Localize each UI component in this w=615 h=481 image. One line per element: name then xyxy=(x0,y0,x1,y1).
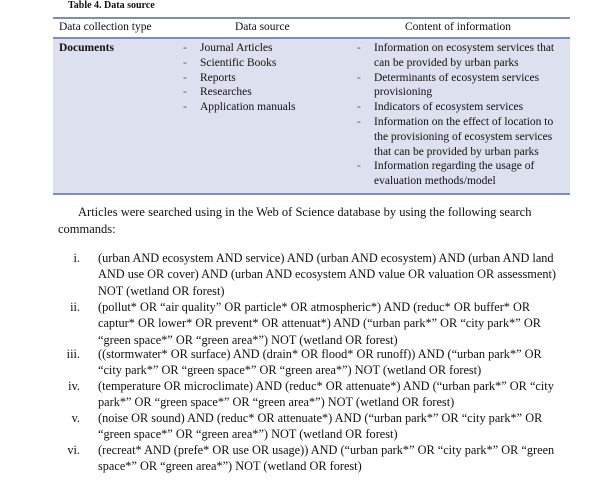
command-line: (recreat* AND (prefe* OR use OR usage)) AND (“urban park*” OR “city park*” OR “green xyxy=(98,443,555,457)
command-line: “green space*” OR “green area*”) NOT (wetland OR forest) xyxy=(98,332,398,347)
content-line: Determinants of ecosystem services xyxy=(374,71,540,84)
source-label: Researches xyxy=(200,86,252,99)
data-source-table xyxy=(53,17,570,196)
command-number: v. xyxy=(71,411,80,425)
command-number: iv. xyxy=(68,379,80,393)
command-line: (noise OR sound) AND (reduc* OR attenuate*) AND (“urban park*” OR “city park*” OR xyxy=(98,411,543,425)
header-type: Data collection type xyxy=(59,21,152,33)
header-source: Data source xyxy=(235,21,290,33)
content-line: Information on the effect of location to xyxy=(374,115,554,128)
command-number: iii. xyxy=(66,347,80,361)
content-item xyxy=(357,71,567,101)
command-line: ((stormwater* OR surface) AND (drain* OR flood* OR runoff)) AND (“urban park*” OR xyxy=(98,347,542,361)
command-line: (pollut* OR “air quality” OR particle* OR atmospheric*) AND (reduc* OR buffer* OR xyxy=(98,300,531,314)
source-item xyxy=(183,100,343,115)
command-line: (urban AND ecosystem AND service) AND (urban AND ecosystem) AND (urban AND land xyxy=(98,251,554,265)
paragraph-line-2: commands: xyxy=(58,222,116,236)
command-line: (temperature OR microclimate) AND (reduc* OR attenuate*) AND (“urban park*” OR “city xyxy=(98,379,554,393)
dash-bullet: - xyxy=(183,71,187,84)
command-line: “green space*” OR “green area*”) NOT (wetland OR forest) xyxy=(98,427,398,442)
source-item xyxy=(183,85,343,100)
content-item xyxy=(357,41,567,71)
command-line: NOT (wetland OR forest) xyxy=(98,283,225,298)
command-number: i. xyxy=(73,251,80,265)
command-number: vi. xyxy=(67,443,80,457)
command-line: captur* OR lower* OR prevent* OR attenuat*) AND (“urban park*” OR “city park*” OR xyxy=(98,316,541,331)
command-number: ii. xyxy=(70,300,80,314)
command-line: “city park*” OR “green space*” OR “green area*”) NOT (wetland OR forest) xyxy=(98,363,482,378)
content-line: can be provided by urban parks xyxy=(374,56,519,69)
content-line: Indicators of ecosystem services xyxy=(374,101,524,114)
dash-bullet: - xyxy=(183,42,187,54)
dash-bullet: - xyxy=(183,101,187,114)
table-bottom-rule xyxy=(53,193,570,195)
source-item xyxy=(183,71,343,86)
content-item xyxy=(357,100,567,115)
content-line: evaluation methods/model xyxy=(374,175,496,188)
dash-bullet: - xyxy=(357,71,361,84)
table-top-rule xyxy=(53,17,570,19)
content-line: Information regarding the usage of xyxy=(374,160,535,173)
source-label: Application manuals xyxy=(200,101,296,114)
dash-bullet: - xyxy=(183,56,187,69)
cell-type: Documents xyxy=(59,42,114,54)
content-line: that can be provided by urban parks xyxy=(374,145,539,158)
command-line: space*” OR “green area*”) NOT (wetland OR forest) xyxy=(98,459,362,474)
dash-bullet: - xyxy=(357,160,361,173)
cell-contents xyxy=(357,41,567,189)
source-item xyxy=(183,56,343,71)
dash-bullet: - xyxy=(357,42,361,54)
dash-bullet: - xyxy=(357,115,361,128)
table-title: Table 4. Data source xyxy=(68,0,155,11)
source-item xyxy=(183,41,343,56)
paragraph-line-1: Articles were searched using in the Web of Science database by using the following search xyxy=(78,205,532,219)
content-item xyxy=(357,159,567,189)
content-line: provisioning xyxy=(374,86,433,99)
source-label: Scientific Books xyxy=(200,56,277,69)
command-line: park*” OR “green space*” OR “green area*”) NOT (wetland OR forest) xyxy=(98,395,455,410)
source-label: Journal Articles xyxy=(200,42,273,54)
header-content: Content of information xyxy=(405,21,512,33)
dash-bullet: - xyxy=(357,101,361,114)
table-header-rule xyxy=(53,37,570,39)
content-line: Information on ecosystem services that xyxy=(374,42,555,54)
command-line: AND use OR cover) AND (urban AND ecosystem AND value OR valuation OR assessment) xyxy=(98,267,556,282)
content-item xyxy=(357,115,567,159)
cell-sources xyxy=(183,41,343,115)
source-label: Reports xyxy=(200,71,236,84)
content-line: the provisioning of ecosystem services xyxy=(374,130,553,143)
dash-bullet: - xyxy=(183,86,187,99)
